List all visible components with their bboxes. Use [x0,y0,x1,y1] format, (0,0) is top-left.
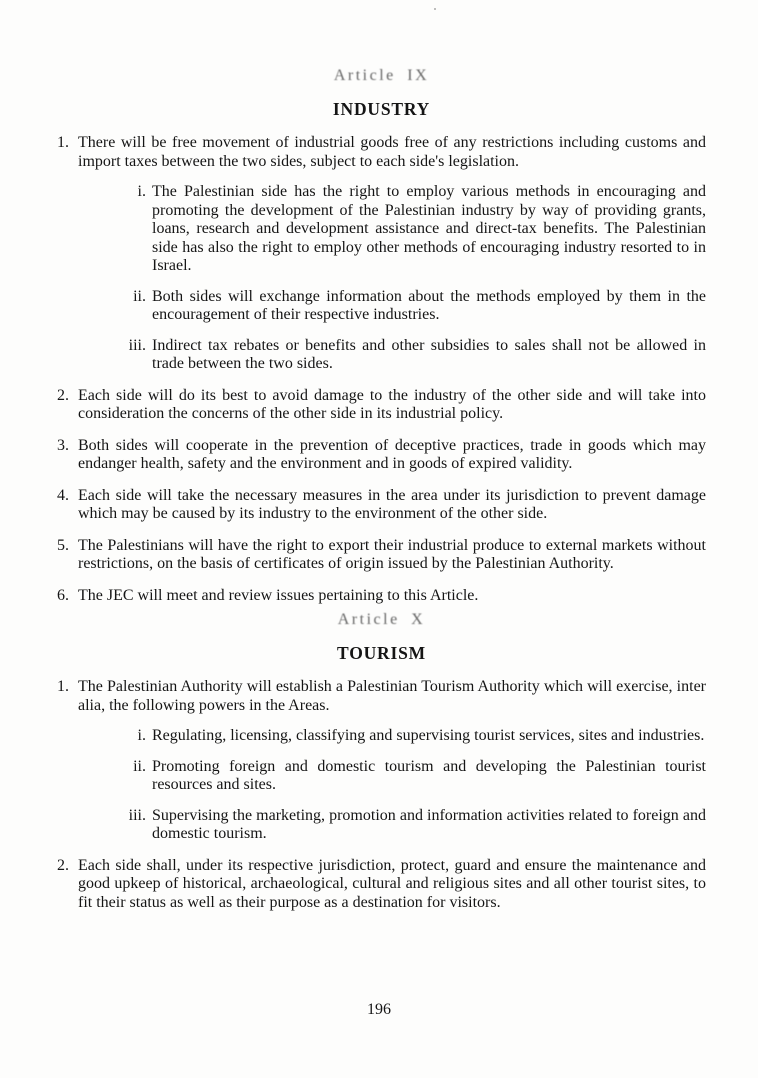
page-number: 196 [367,1001,391,1018]
roman-subitem [118,337,706,374]
item-number: 5. [57,536,69,554]
subitem-text: Regulating, licensing, classifying and supervising tourist services, sites and industries. [152,727,705,744]
roman-subitem [118,727,706,746]
article-heading: Article X [337,611,426,628]
numbered-item [57,134,706,374]
section-title: TOURISM [337,643,426,663]
subitem-text: Promoting foreign and domestic tourism and developing the Palestinian tourist resources and sites. [152,757,706,793]
subitem-number: iii. [128,336,146,354]
item-number: 4. [57,486,69,504]
subitem-number: ii. [133,757,146,775]
section-title: INDUSTRY [332,99,431,119]
item-text: The JEC will meet and review issues pertaining to this Article. [78,586,479,604]
item-text: Both sides will cooperate in the prevention of deceptive practices, trade in goods which may endanger health, safety and the environment and in goods of expired validity. [78,436,706,472]
section-tourism [57,610,706,912]
subitem-text: Indirect tax rebates or benefits and other subsidies to sales shall not be allowed in trade between the two sides. [152,336,706,372]
numbered-item [57,387,706,424]
scan-speck [434,8,436,10]
item-number: 1. [57,678,69,695]
item-number: 2. [57,386,69,404]
item-text: Each side shall, under its respective jurisdiction, protect, guard and ensure the maintenance and good upkeep of historical, archaeological, cultural and religious sites and all other tourist sites, to fit their status as well as their purpose as a destination for visitors. [78,856,706,911]
roman-subitem [118,288,706,325]
subitem-text: Supervising the marketing, promotion and information activities related to foreign and domestic tourism. [152,806,706,842]
subitem-text: Both sides will exchange information about the methods employed by them in the encouragement of their respective industries. [152,287,706,323]
item-text: The Palestinian Authority will establish a Palestinian Tourism Authority which will exercise, inter alia, the following powers in the Areas. [78,678,706,714]
subitem-number: ii. [133,287,146,305]
numbered-item [57,487,706,524]
subitem-number: iii. [128,806,146,824]
item-number: 2. [57,856,69,874]
subitem-number: i. [137,727,146,744]
numbered-item [57,678,706,844]
numbered-item [57,587,706,606]
item-number: 6. [57,586,69,604]
article-heading: Article IX [333,67,430,84]
numbered-item [57,437,706,474]
item-text: Each side will do its best to avoid damage to the industry of the other side and will take into consideration the concerns of the other side in its industrial policy. [78,386,706,422]
numbered-item [57,857,706,913]
roman-subitem [118,758,706,795]
subitem-text: The Palestinian side has the right to employ various methods in encouraging and promoting the development of the Palestinian industry by way of providing grants, loans, research and development assistance and direct-tax benefits. The Palestinian side has also the right to employ other methods of encouraging industry resorted to in Israel. [152,183,706,274]
numbered-item [57,537,706,574]
roman-subitem [118,183,706,276]
item-number: 3. [57,436,69,454]
item-text: Each side will take the necessary measures in the area under its jurisdiction to prevent damage which may be caused by its industry to the environment of the other side. [78,486,706,522]
item-number: 1. [57,134,69,151]
section-industry [57,66,706,605]
item-text: There will be free movement of industrial goods free of any restrictions including customs and import taxes between the two sides, subject to each side's legislation. [78,134,706,170]
roman-subitem [118,807,706,844]
subitem-number: i. [137,183,146,200]
item-text: The Palestinians will have the right to export their industrial produce to external markets without restrictions, on the basis of certificates of origin issued by the Palestinian Authority. [78,536,706,572]
